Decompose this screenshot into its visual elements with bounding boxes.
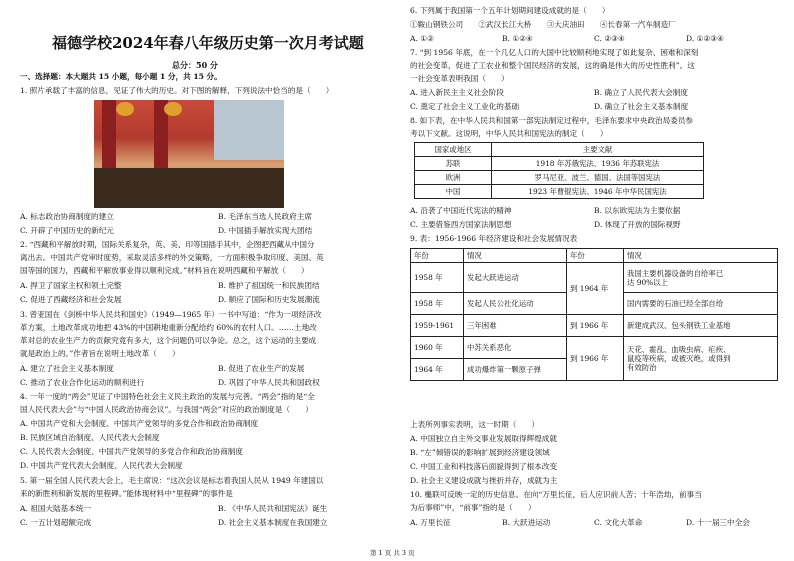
q7-line: 7. “到 1956 年底，在一个几亿人口的大国中比较顺利地实现了如此复杂、困难和深刻 (410, 48, 699, 57)
table-cell: 1964 年 (411, 359, 464, 381)
q2-option-c: C. 促进了西藏经济和社会发展 (20, 295, 122, 304)
table-cell: 罗马尼亚、波兰、德国、法国等国宪法 (492, 171, 704, 185)
q3-line: 3. 曾亚国在《剑桥中华人民共和国史》（1949—1965 年）一书中写道：“作为一项经济改 (20, 310, 322, 319)
cell-line: 达 90%以上 (627, 277, 668, 287)
table-cell: 新建成武汉、包头钢铁工业基地 (624, 315, 778, 337)
q4-option-c: C. 人民代表大会制度、中国共产党领导的多党合作和政治协商制度 (20, 447, 243, 456)
q3-option-a: A. 建立了社会主义基本制度 (20, 364, 114, 373)
q1-option-c: C. 开辟了中国历史的新纪元 (20, 226, 114, 235)
q3-option-c: C. 推动了农业合作化运动的顺利进行 (20, 378, 145, 387)
table-header: 情况 (624, 249, 778, 263)
q7-option-d: D. 确立了社会主义基本制度 (594, 102, 689, 111)
q10-option-c: C. 文化大革命 (594, 518, 643, 527)
q7-option-b: B. 确立了人民代表大会制度 (594, 88, 688, 97)
table-cell: 1958 年 (411, 263, 464, 293)
cell-line: 我国主要机器设备的自给率已 (627, 268, 724, 278)
q8-option-c: C. 主要借鉴西方国家法制思想 (410, 220, 512, 229)
table-cell (624, 337, 778, 381)
q6-option-b: B. ①②④ (502, 34, 533, 43)
cell-line: 有效防治 (627, 363, 657, 372)
q9-option-c: C. 中国工业和科技落后面貌得到了根本改变 (410, 462, 558, 471)
table-cell (624, 263, 778, 293)
table-cell: 1918 年苏俄宪法、1936 年苏联宪法 (492, 157, 704, 171)
table-header: 年份 (411, 249, 464, 263)
table-header: 情况 (464, 249, 567, 263)
q4-option-a: A. 中国共产党和大会制度、中国共产党领导的多党合作和政治协商制度 (20, 419, 259, 428)
q5-option-d: D. 社会主义基本制度在我国建立 (218, 518, 328, 527)
q6-option-a: A. ①② (410, 34, 434, 43)
table-cell: 到 1966 年 (567, 337, 624, 381)
q7-line: 一社会变革表明我国（ ） (410, 74, 509, 83)
q2-option-a: A. 捍卫了国家主权和领土完整 (20, 281, 122, 290)
q2-line: 国等国的国力，西藏和平解放事业得以顺利完成。”材料旨在说明西藏和平解放（ ） (20, 266, 309, 275)
q5-option-b: B. 《中华人民共和国宪法》诞生 (218, 504, 328, 513)
cell-line: 天花、霍乱、血吸虫病、疟疾、 (627, 345, 731, 354)
table-cell: 1959-1961 (411, 315, 464, 337)
q5-option-c: C. 一五计划超额完成 (20, 518, 92, 527)
q9-option-d: D. 社会主义建设成就与挫折并存，成就为主 (410, 476, 558, 485)
q8-table (414, 142, 704, 199)
table-cell: 三年困难 (464, 315, 567, 337)
table-cell: 1923 年曹锟宪法、1946 年中华民国宪法 (492, 185, 704, 199)
table-cell: 到 1964 年 (567, 263, 624, 315)
q9-option-a: A. 中国独立自主外交事业发展取得辉煌成就 (410, 434, 557, 443)
q8-line: 8. 如下表，在中华人民共和国第一部宪法制定过程中，毛泽东要求中央政治局委员参 (410, 116, 694, 125)
q9-after: 上表所列事实表明，这一时期（ ） (410, 420, 540, 429)
q8-option-b: B. 以东欧宪法为主要依据 (594, 206, 681, 215)
q1-option-b: B. 毛泽东当选人民政府主席 (218, 212, 312, 221)
historical-photo (94, 100, 284, 208)
q1-option-d: D. 中国插手解放实现大团结 (218, 226, 313, 235)
q5-line: 来的新胜利和新发展的里程碑。”能体现材料中“里程碑”的事件是 (20, 489, 233, 498)
table-header: 国家或地区 (415, 143, 492, 157)
q3-option-d: D. 巩固了中华人民共和国政权 (218, 378, 320, 387)
q8-option-d: D. 体现了开放的国际视野 (594, 220, 681, 229)
q7-option-c: C. 奠定了社会主义工业化的基础 (410, 102, 520, 111)
q4-line: 国人民代表大会”与“中国人民政治协商会议”。与我国“两会”对应的政治制度是（ ） (20, 405, 313, 414)
q3-line: 就是政治上的。”作者旨在说明土地改革（ ） (20, 349, 180, 358)
q1-stem: 1. 照片承载了丰富的信息，见证了伟大的历史。对下图的解释，下列说法中恰当的是（ ） (20, 86, 334, 95)
q10-line: 为后事师”中，“前事”指的是（ ） (410, 503, 536, 512)
table-cell: 1958 年 (411, 293, 464, 315)
table-cell: 发起大跃进运动 (464, 263, 567, 293)
q5-option-a: A. 祖国大陆基本统一 (20, 504, 92, 513)
q6-option-d: D. ①②③④ (686, 34, 724, 43)
table-cell: 到 1966 年 (567, 315, 624, 337)
q2-option-d: D. 顺应了国际和历史发展潮流 (218, 295, 320, 304)
q9-option-b: B. “左”倾错误的影响扩展到经济建设领域 (410, 448, 550, 457)
exam-title: 福德学校2024年春八年级历史第一次月考试题 (52, 34, 364, 52)
q7-line: 的社会变革，促进了工农业和整个国民经济的发展，这的确是伟大的历史性胜利”。这 (410, 61, 695, 70)
q2-option-b: B. 维护了祖国统一和民族团结 (218, 281, 320, 290)
table-cell: 中国 (415, 185, 492, 199)
q10-option-d: D. 十一届三中全会 (686, 518, 750, 527)
table-cell: 欧洲 (415, 171, 492, 185)
q2-line: 离出去。中国共产党审时度势，采取灵活多样的外交策略，一方面积极争取印度、美国、英 (20, 253, 324, 262)
total-score: 总分：50 分 (172, 60, 218, 70)
table-header: 主要文献 (492, 143, 704, 157)
q6-option-c: C. ②③④ (594, 34, 625, 43)
q8-option-a: A. 沿袭了中国近代宪法的精神 (410, 206, 512, 215)
q1-option-a: A. 标志政治协商制度的建立 (20, 212, 114, 221)
q6-items: ①鞍山钢铁公司 ②武汉长江大桥 ③大庆油田 ④长春第一汽车制造厂 (410, 20, 676, 29)
cell-line: 鼠疫等疾病，或被灭绝，或得到 (627, 354, 731, 363)
q8-line: 考以下文献。这说明，中华人民共和国宪法的制定（ ） (410, 129, 608, 138)
page-footer: 第 1 页 共 3 页 (370, 549, 415, 557)
q4-option-d: D. 中国共产党代表大会制度、人民代表大会制度 (20, 461, 183, 470)
q6-stem: 6. 下列属于我国第一个五年计划期间建设成就的是（ ） (410, 6, 610, 15)
table-cell: 国内需要的石油已经全部自给 (624, 293, 778, 315)
q7-option-a: A. 进入新民主主义社会阶段 (410, 88, 504, 97)
table-cell: 1960 年 (411, 337, 464, 359)
table-header: 年份 (567, 249, 624, 263)
q10-option-b: B. 大跃进运动 (502, 518, 551, 527)
q4-line: 4. 一年一度的“两会”见证了中国特色社会主义民主政治的发展与完善。“两会”指的是“全 (20, 392, 315, 401)
q2-line: 2. “西藏和平解放时期，国际关系复杂，英、美、印等国插手其中，企图把西藏从中国分 (20, 240, 315, 249)
table-cell: 发起人民公社化运动 (464, 293, 567, 315)
q9-table (410, 248, 778, 381)
q10-option-a: A. 万里长征 (410, 518, 451, 527)
section-heading: 一、选择题：本大题共 15 小题，每小题 1 分，共 15 分。 (20, 72, 222, 81)
q3-line: 革对总的农业生产力的贡献究竟有多大，这个问题仍可以争论。总之，这个运动的主要成 (20, 336, 317, 345)
q3-option-b: B. 促进了农业生产的发展 (218, 364, 305, 373)
q9-caption: 9. 表：1956-1966 年经济建设和社会发展情况表 (410, 234, 578, 243)
table-cell: 成功爆炸第一颗原子弹 (464, 359, 567, 381)
q5-line: 5. 第一届全国人民代表大会上，毛主席说：“这次会议是标志着我国人民从 1949 年建国以 (20, 476, 324, 485)
q3-line: 革方案，土地改革成功地把 43%的中国耕地重新分配给约 60%的农村人口。……土地改 (20, 323, 317, 332)
q4-option-b: B. 民族区域自治制度、人民代表大会制度 (20, 433, 160, 442)
table-cell: 苏联 (415, 157, 492, 171)
q10-line: 10. 櫆联可反映一定的历史信息。在向“万里长征，后人应识前人苦；十年浩劫，前事当 (410, 490, 702, 499)
table-cell: 中苏关系恶化 (464, 337, 567, 359)
